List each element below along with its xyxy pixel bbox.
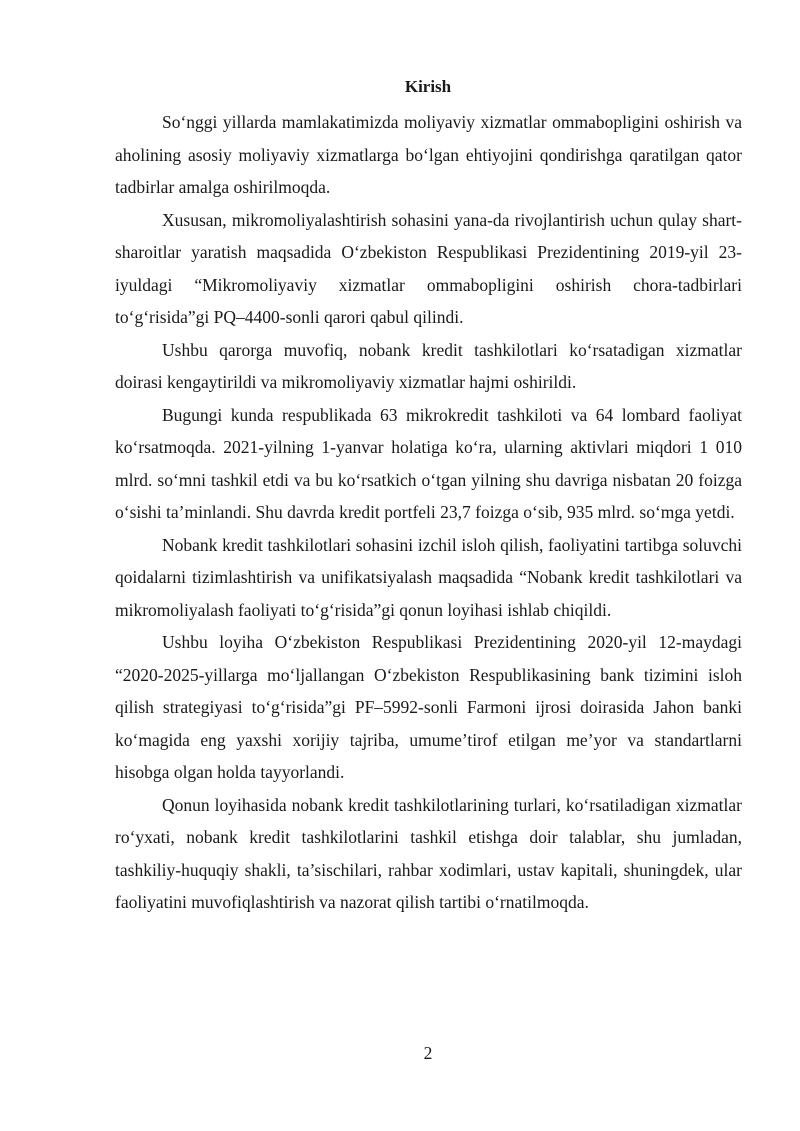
paragraph-statistics: Bugungi kunda respublikada 63 mikrokredit tashkiloti va 64 lombard faoliyat ko‘rsatmoqda. 2021-yilning 1-yanvar holatiga ko‘ra, ularning aktivlari miqdori 1 010 mlrd. so‘mni tashkil etdi va bu ko‘rsatkich o‘tgan yilning shu davriga nisbatan 20 foizga o‘sishi ta’minlandi. Shu davrda kredit portfeli 23,7 foizga o‘sib, 935 mlrd. so‘mga yetdi. <box>115 404 742 522</box>
paragraph-requirements: Qonun loyihasida nobank kredit tashkilotlarining turlari, ko‘rsatiladigan xizmatlar ro‘yxati, nobank kredit tashkilotlarini tashkil etishga doir talablar, shu jumladan, tashkiliy-huquqiy shakli, ta’sischilari, rahbar xodimlari, ustav kapitali, shuningdek, ular faoliyatini muvofiqlashtirish va nazorat qilish tartibi o‘rnatilmoqda. <box>115 794 742 912</box>
paragraph-pf5992: Ushbu loyiha O‘zbekiston Respublikasi Prezidentining 2020-yil 12-maydagi “2020-2025-yillarga mo‘ljallangan O‘zbekiston Respublikasining bank tizimini isloh qilish strategiyasi to‘g‘risida”gi PF–5992-sonli Farmoni ijrosi doirasida Jahon banki ko‘magida eng yaxshi xorijiy tajriba, umume’tirof etilgan me’yor va standartlarni hisobga olgan holda tayyorlandi. <box>115 632 742 782</box>
paragraph-services: Ushbu qarorga muvofiq, nobank kredit tashkilotlari ko‘rsatadigan xizmatlar doirasi kengaytirildi va mikromoliyaviy xizmatlar hajmi oshirildi. <box>115 339 742 392</box>
body-text <box>115 106 742 919</box>
paragraph-intro: So‘nggi yillarda mamlakatimizda moliyaviy xizmatlar ommabopligini oshirish va aholining asosiy moliyaviy xizmatlarga bo‘lgan ehtiyojini qondirishga qaratilgan qator tadbirlar amalga oshirilmoqda. <box>115 112 742 197</box>
page-number: 2 <box>423 1043 433 1063</box>
paragraph-pq4400: Xususan, mikromoliyalashtirish sohasini yana-da rivojlantirish uchun qulay shart-sharoitlar yaratish maqsadida O‘zbekiston Respublikasi Prezidentining 2019-yil 23-iyuldagi “Mikromoliyaviy xizmatlar ommabopligini oshirish chora-tadbirlari to‘g‘risida”gi PQ–4400-sonli qarori qabul qilindi. <box>115 209 742 327</box>
section-title: Kirish <box>404 77 452 96</box>
paragraph-draft-law: Nobank kredit tashkilotlari sohasini izchil isloh qilish, faoliyatini tartibga soluvchi qoidalarni tizimlashtirish va unifikatsiyalash maqsadida “Nobank kredit tashkilotlari va mikromoliyalash faoliyati to‘g‘risida”gi qonun loyihasi ishlab chiqildi. <box>115 534 742 620</box>
